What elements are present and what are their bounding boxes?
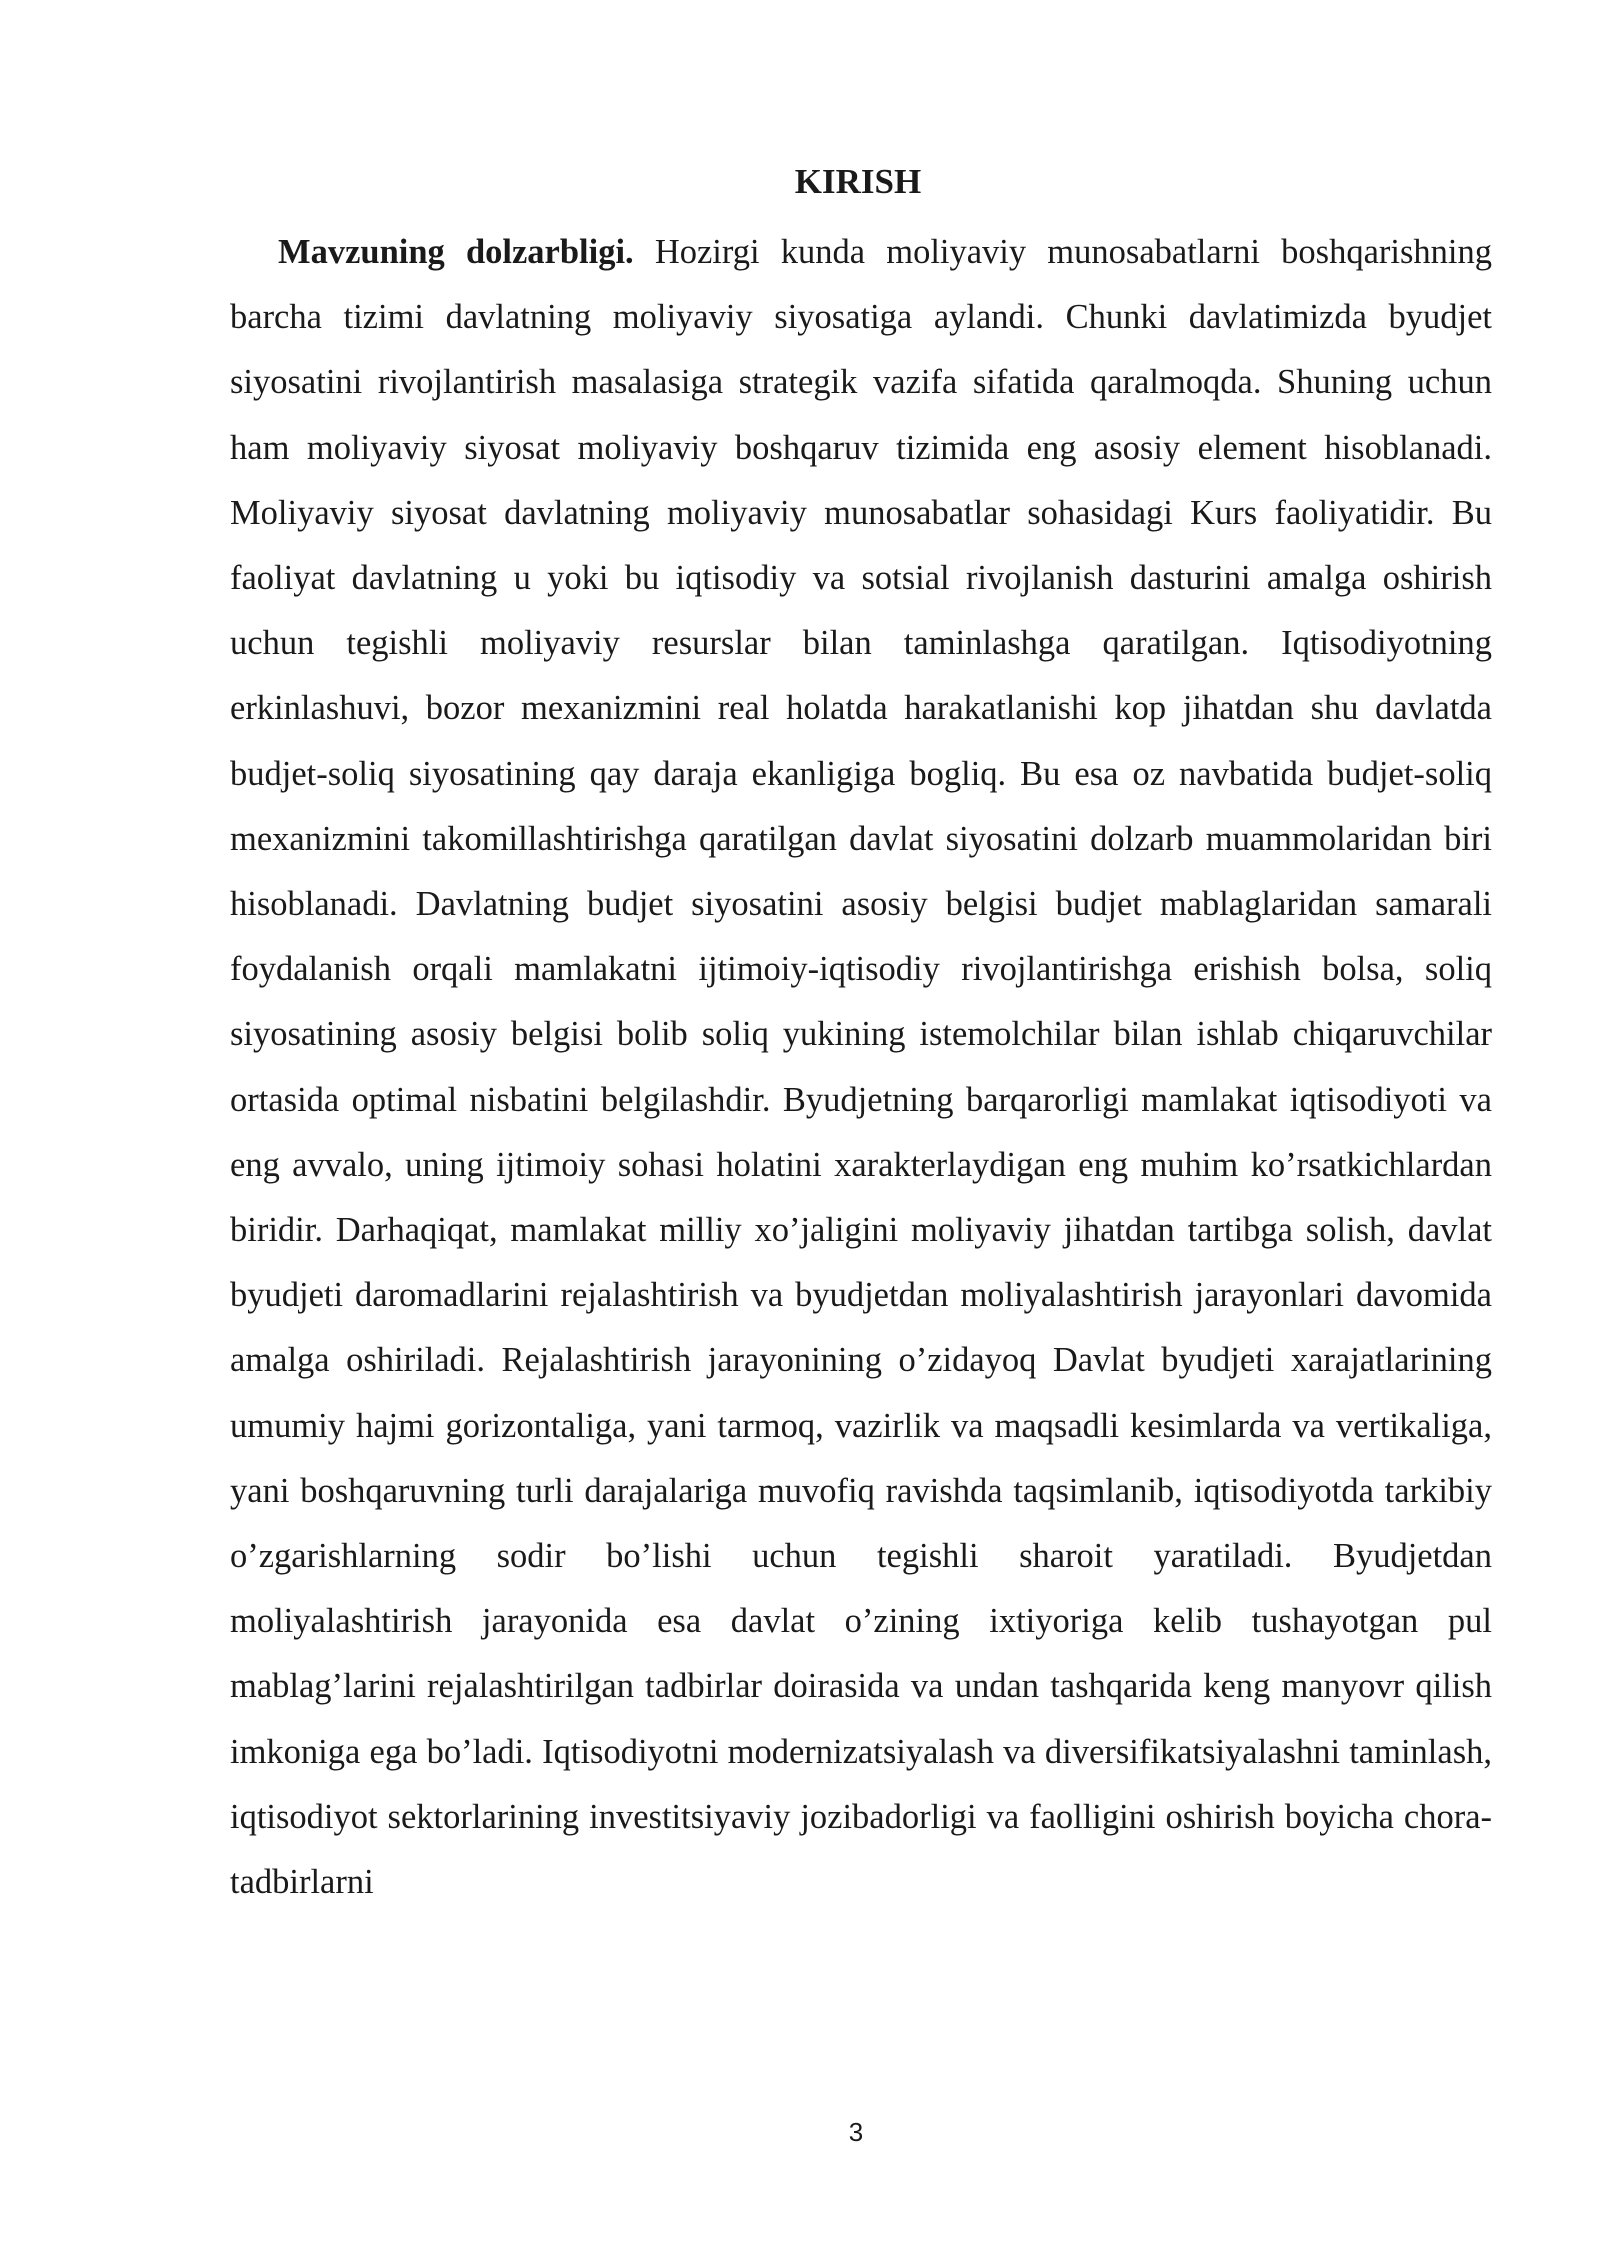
page-number: 3 bbox=[848, 2117, 864, 2147]
section-heading-text: KIRISH bbox=[794, 162, 922, 201]
section-heading bbox=[0, 160, 1600, 204]
paragraph-lead: Mavzuning dolzarbligi. bbox=[278, 233, 634, 271]
body-paragraph bbox=[230, 220, 1492, 1915]
paragraph-body: Hozirgi kunda moliyaviy munosabatlarni boshqarishning barcha tizimi davlatning moliyaviy siyosatiga aylandi. Chunki davlatimizda byudjet siyosatini rivojlantirish masalasiga strategik vazifa sifatida qaralmoqda. Shuning uchun ham moliyaviy siyosat moliyaviy boshqaruv tizimida eng asosiy element hisoblanadi. Moliyaviy siyosat davlatning moliyaviy munosabatlar sohasidagi Kurs faoliyatidir. Bu faoliyat davlatning u yoki bu iqtisodiy va sotsial rivojlanish dasturini amalga oshirish uchun tegishli moliyaviy resurslar bilan taminlashga qaratilgan. Iqtisodiyotning erkinlashuvi, bozor mexanizmini real holatda harakatlanishi kop jihatdan shu davlatda budjet-soliq siyosatining qay daraja ekanligiga bogliq. Bu esa oz navbatida budjet-soliq mexanizmini takomillashtirishga qaratilgan davlat siyosatini dolzarb muammolaridan biri hisoblanadi. Davlatning budjet siyosatini asosiy belgisi budjet mablaglaridan samarali foydalanish orqali mamlakatni ijtimoiy-iqtisodiy rivojlantirishga erishish bolsa, soliq siyosatining asosiy belgisi bolib soliq yukining istemolchilar bilan ishlab chiqaruvchilar ortasida optimal nisbatini belgilashdir. Byudjetning barqarorligi mamlakat iqtisodiyoti va eng avvalo, uning ijtimoiy sohasi holatini xarakterlaydigan eng muhim ko’rsatkichlardan biridir. Darhaqiqat, mamlakat milliy xo’jaligini moliyaviy jihatdan tartibga solish, davlat byudjeti daromadlarini rejalashtirish va byudjetdan moliyalashtirish jarayonlari davomida amalga oshiriladi. Rejalashtirish jarayonining o’zidayoq Davlat byudjeti xarajatlarining umumiy hajmi gorizontaliga, yani tarmoq, vazirlik va maqsadli kesimlarda va vertikaliga, yani boshqaruvning turli darajalariga muvofiq ravishda taqsimlanib, iqtisodiyotda tarkibiy o’zgarishlarning sodir bo’lishi uchun tegishli sharoit yaratiladi. Byudjetdan moliyalashtirish jarayonida esa davlat o’zining ixtiyoriga kelib tushayotgan pul mablag’larini rejalashtirilgan tadbirlar doirasida va undan tashqarida keng manyovr qilish imkoniga ega bo’ladi. Iqtisodiyotni modernizatsiyalash va diversifikatsiyalashni taminlash, iqtisodiyot sektorlarining investitsiyaviy jozibadorligi va faolligini oshirish boyicha chora-tadbirlarni bbox=[230, 233, 1492, 1902]
